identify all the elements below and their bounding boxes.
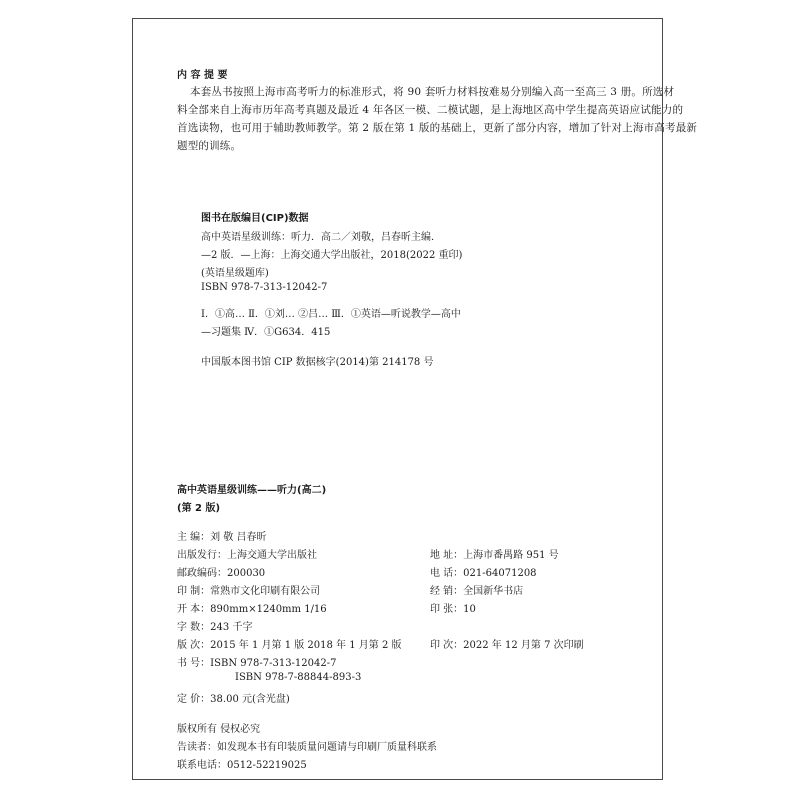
cip-line-3: (英语星级题库) [201, 268, 269, 279]
summary-line-4: 题型的训练。 [177, 140, 242, 152]
summary-line-1: 本套丛书按照上海市高考听力的标准形式，将 90 套听力材料按难易分别编入高一至高三 3 册。所选材 [190, 86, 675, 98]
info-phone: 电 话：021-64071208 [430, 568, 537, 579]
info-sheets: 印 张：10 [430, 604, 476, 615]
info-isbn-book: 书 号：ISBN 978-7-313-12042-7 [177, 658, 337, 669]
summary-heading: 内 容 提 要 [177, 70, 228, 81]
info-printer: 印 制：常熟市文化印刷有限公司 [177, 586, 321, 597]
info-isbn-disc: ISBN 978-7-88844-893-3 [235, 672, 362, 683]
summary-line-2: 料全部来自上海市历年高考真题及最近 4 年各区一模、二模试题，是上海地区高中学生提高英语应试能力的 [177, 104, 684, 116]
cip-isbn: ISBN 978-7-313-12042-7 [201, 282, 328, 293]
reader-notice: 告读者：如发现本书有印装质量问题请与印刷厂质量科联系 [177, 742, 437, 753]
info-editors: 主 编：刘 敬 吕春昕 [177, 532, 267, 543]
cip-heading: 图书在版编目(CIP)数据 [201, 213, 309, 224]
cip-classification-1: Ⅰ．①高… Ⅱ．①刘… ②吕… Ⅲ．①英语—听说教学—高中 [201, 309, 461, 320]
info-postcode: 邮政编码：200030 [177, 568, 266, 579]
info-price: 定 价：38.00 元(含光盘) [177, 694, 290, 705]
info-distributor: 经 销：全国新华书店 [430, 586, 524, 597]
cip-classification-2: —习题集 Ⅳ．①G634．415 [201, 327, 331, 338]
info-publisher: 出版发行：上海交通大学出版社 [177, 550, 317, 561]
info-address: 地 址：上海市番禺路 951 号 [430, 550, 559, 561]
cip-line-2: —2 版．—上海：上海交通大学出版社，2018(2022 重印) [201, 250, 463, 261]
copyright-notice: 版权所有 侵权必究 [177, 724, 261, 735]
cip-line-1: 高中英语星级训练：听力．高二／刘敬，吕春昕主编． [201, 232, 441, 243]
info-edition: 版 次：2015 年 1 月第 1 版 2018 年 1 月第 2 版 [177, 640, 402, 651]
info-words: 字 数：243 千字 [177, 622, 253, 633]
summary-line-3: 首选读物，也可用于辅助教师教学。第 2 版在第 1 版的基础上，更新了部分内容，增加了针对上海市高考最新 [177, 122, 698, 134]
book-edition: (第 2 版) [177, 503, 221, 514]
info-format: 开 本：890mm×1240mm 1/16 [177, 604, 327, 615]
cip-record-number: 中国版本图书馆 CIP 数据核字(2014)第 214178 号 [201, 357, 434, 368]
book-title: 高中英语星级训练——听力(高二) [177, 485, 327, 496]
info-print-run: 印 次：2022 年 12 月第 7 次印刷 [430, 640, 584, 651]
contact-phone: 联系电话：0512-52219025 [177, 760, 307, 771]
